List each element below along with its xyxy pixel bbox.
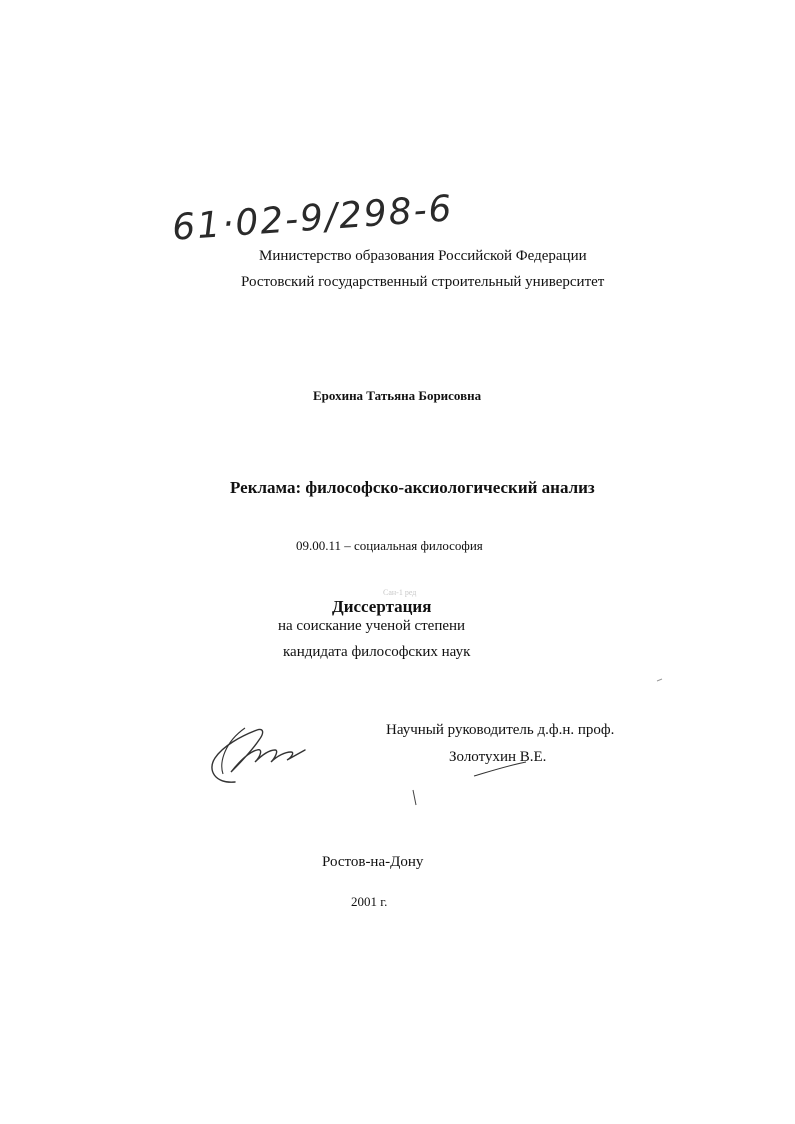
supervisor-line-2: Золотухин В.Е. [449, 749, 547, 765]
ministry-line: Министерство образования Российской Федерации [259, 248, 587, 264]
author-name: Ерохина Татьяна Борисовна [313, 388, 482, 403]
degree-line-1: на соискание ученой степени [278, 618, 466, 634]
handwritten-archive-code: 61·02-9/298-6 [170, 188, 455, 249]
publication-year: 2001 г. [351, 894, 388, 909]
place-of-publication: Ростов-на-Дону [322, 854, 424, 870]
supervisor-line-1: Научный руководитель д.ф.н. проф. [386, 722, 615, 738]
pen-mark [410, 788, 420, 808]
supervisor-signature [470, 760, 530, 780]
author-signature [205, 722, 310, 788]
degree-label: Диссертация [332, 597, 432, 616]
degree-line-2: кандидата философских наук [283, 644, 471, 660]
university-line: Ростовский государственный строительный университет [241, 274, 605, 290]
dissertation-title: Реклама: философско-аксиологический анализ [230, 478, 595, 497]
margin-mark [655, 676, 665, 684]
specialty-code: 09.00.11 – социальная философия [296, 538, 483, 553]
faint-stamp-text: Сан-1 ред [383, 588, 417, 597]
